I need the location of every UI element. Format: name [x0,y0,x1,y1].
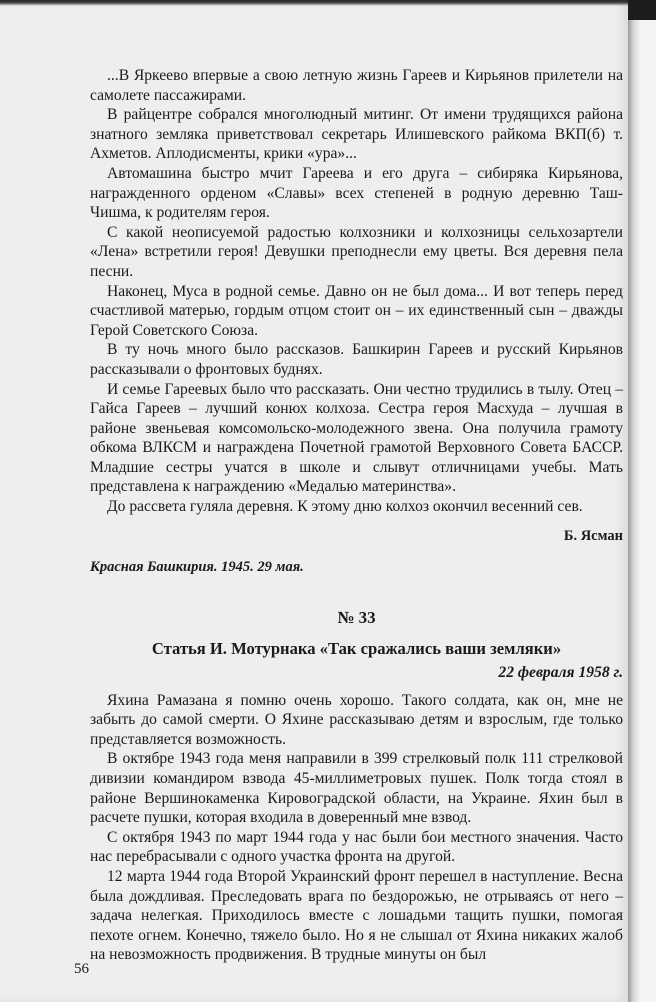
paragraph: С октября 1943 по март 1944 года у нас были бои местного значения. Часто нас перебрасывали с одного участка фронта на другой. [90,828,623,866]
author-signature: Б. Ясман [563,527,623,544]
paragraph: В ту ночь много было рассказов. Башкирин Гареев и русский Кирьянов рассказывали о фронтовых буднях. [90,341,623,378]
page-text [90,66,623,965]
paragraph: 12 марта 1944 года Второй Украинский фронт перешел в наступление. Весна была дождливая. Преследовать врага по бездорожью, не отрываясь от него – задача нелегкая. Приходилось вместе с лошадьми тащить пушки, помогая пехоте огнем. Конечно, тяжело было. Но я не слышал от Яхина никаких жалоб на невозможность продвижения. В трудные минуты он был [90,867,623,964]
page-number: 56 [74,961,89,977]
book-page-edge [628,0,656,1002]
paragraph: Наконец, Муса в родной семье. Давно он не был дома... И вот теперь перед счастливой матерью, гордым отцом стоит он – их единственный сын – дважды Герой Советского Союза. [90,282,623,339]
document-date: 22 февраля 1958 г. [498,664,623,682]
paragraph: С какой неописуемой радостью колхозники и колхозницы сельхозартели «Лена» встретили героя! Девушки преподнесли ему цветы. Вся деревня пела песни. [90,223,623,280]
paragraph: В октябре 1943 года меня направили в 399 стрелковый полк 111 стрелковой дивизии командиром взвода 45-миллиметровых пушек. Полк тогда стоял в районе Вершинокаменка Кировоградской области, на Украине. Яхин был в расчете пушки, которая входила в доверенный мне взвод. [90,750,623,827]
paragraph: Автомашина быстро мчит Гареева и его друга – сибиряка Кирьянова, награжденного орденом «Славы» всех степеней в родную деревню Таш-Чишма, к родителям героя. [90,164,623,222]
paragraph: До рассвета гуляла деревня. К этому дню колхоз окончил весенний сев. [107,498,583,516]
document-title: Статья И. Мотурнака «Так сражались ваши земляки» [151,639,562,659]
paragraph: ...В Яркеево впервые а свою летную жизнь Гареев и Кирьянов прилетели на самолете пассажирами. [90,67,623,104]
page-edge-shadow [628,0,656,20]
paragraph: В райцентре собрался многолюдный митинг. От имени трудящихся района знатного земляка приветствовал секретарь Илишевского райкома ВКП(б) т. Ахметов. Аплодисменты, крики «ура»... [90,106,623,163]
source-citation: Красная Башкирия. 1945. 29 мая. [90,559,304,576]
document-number: № 33 [337,607,376,627]
paragraph: Яхина Рамазана я помню очень хорошо. Такого солдата, как он, мне не забыть до самой смерти. О Яхине рассказываю детям и взрослым, где только представляется возможность. [90,691,623,748]
paragraph: И семье Гареевых было что рассказать. Они честно трудились в тылу. Отец – Гайса Гареев – лучший конюх колхоза. Сестра героя Масхуда – лучшая в районе звеньевая комсомольско-молодежного звена. Она получила грамоту обкома ВЛКСМ и награждена Почетной грамотой Верховного Совета БАССР. Младшие сестры учатся в школе и слывут отличницами учебы. Мать представлена к награждению «Медалью материнства». [90,380,623,496]
